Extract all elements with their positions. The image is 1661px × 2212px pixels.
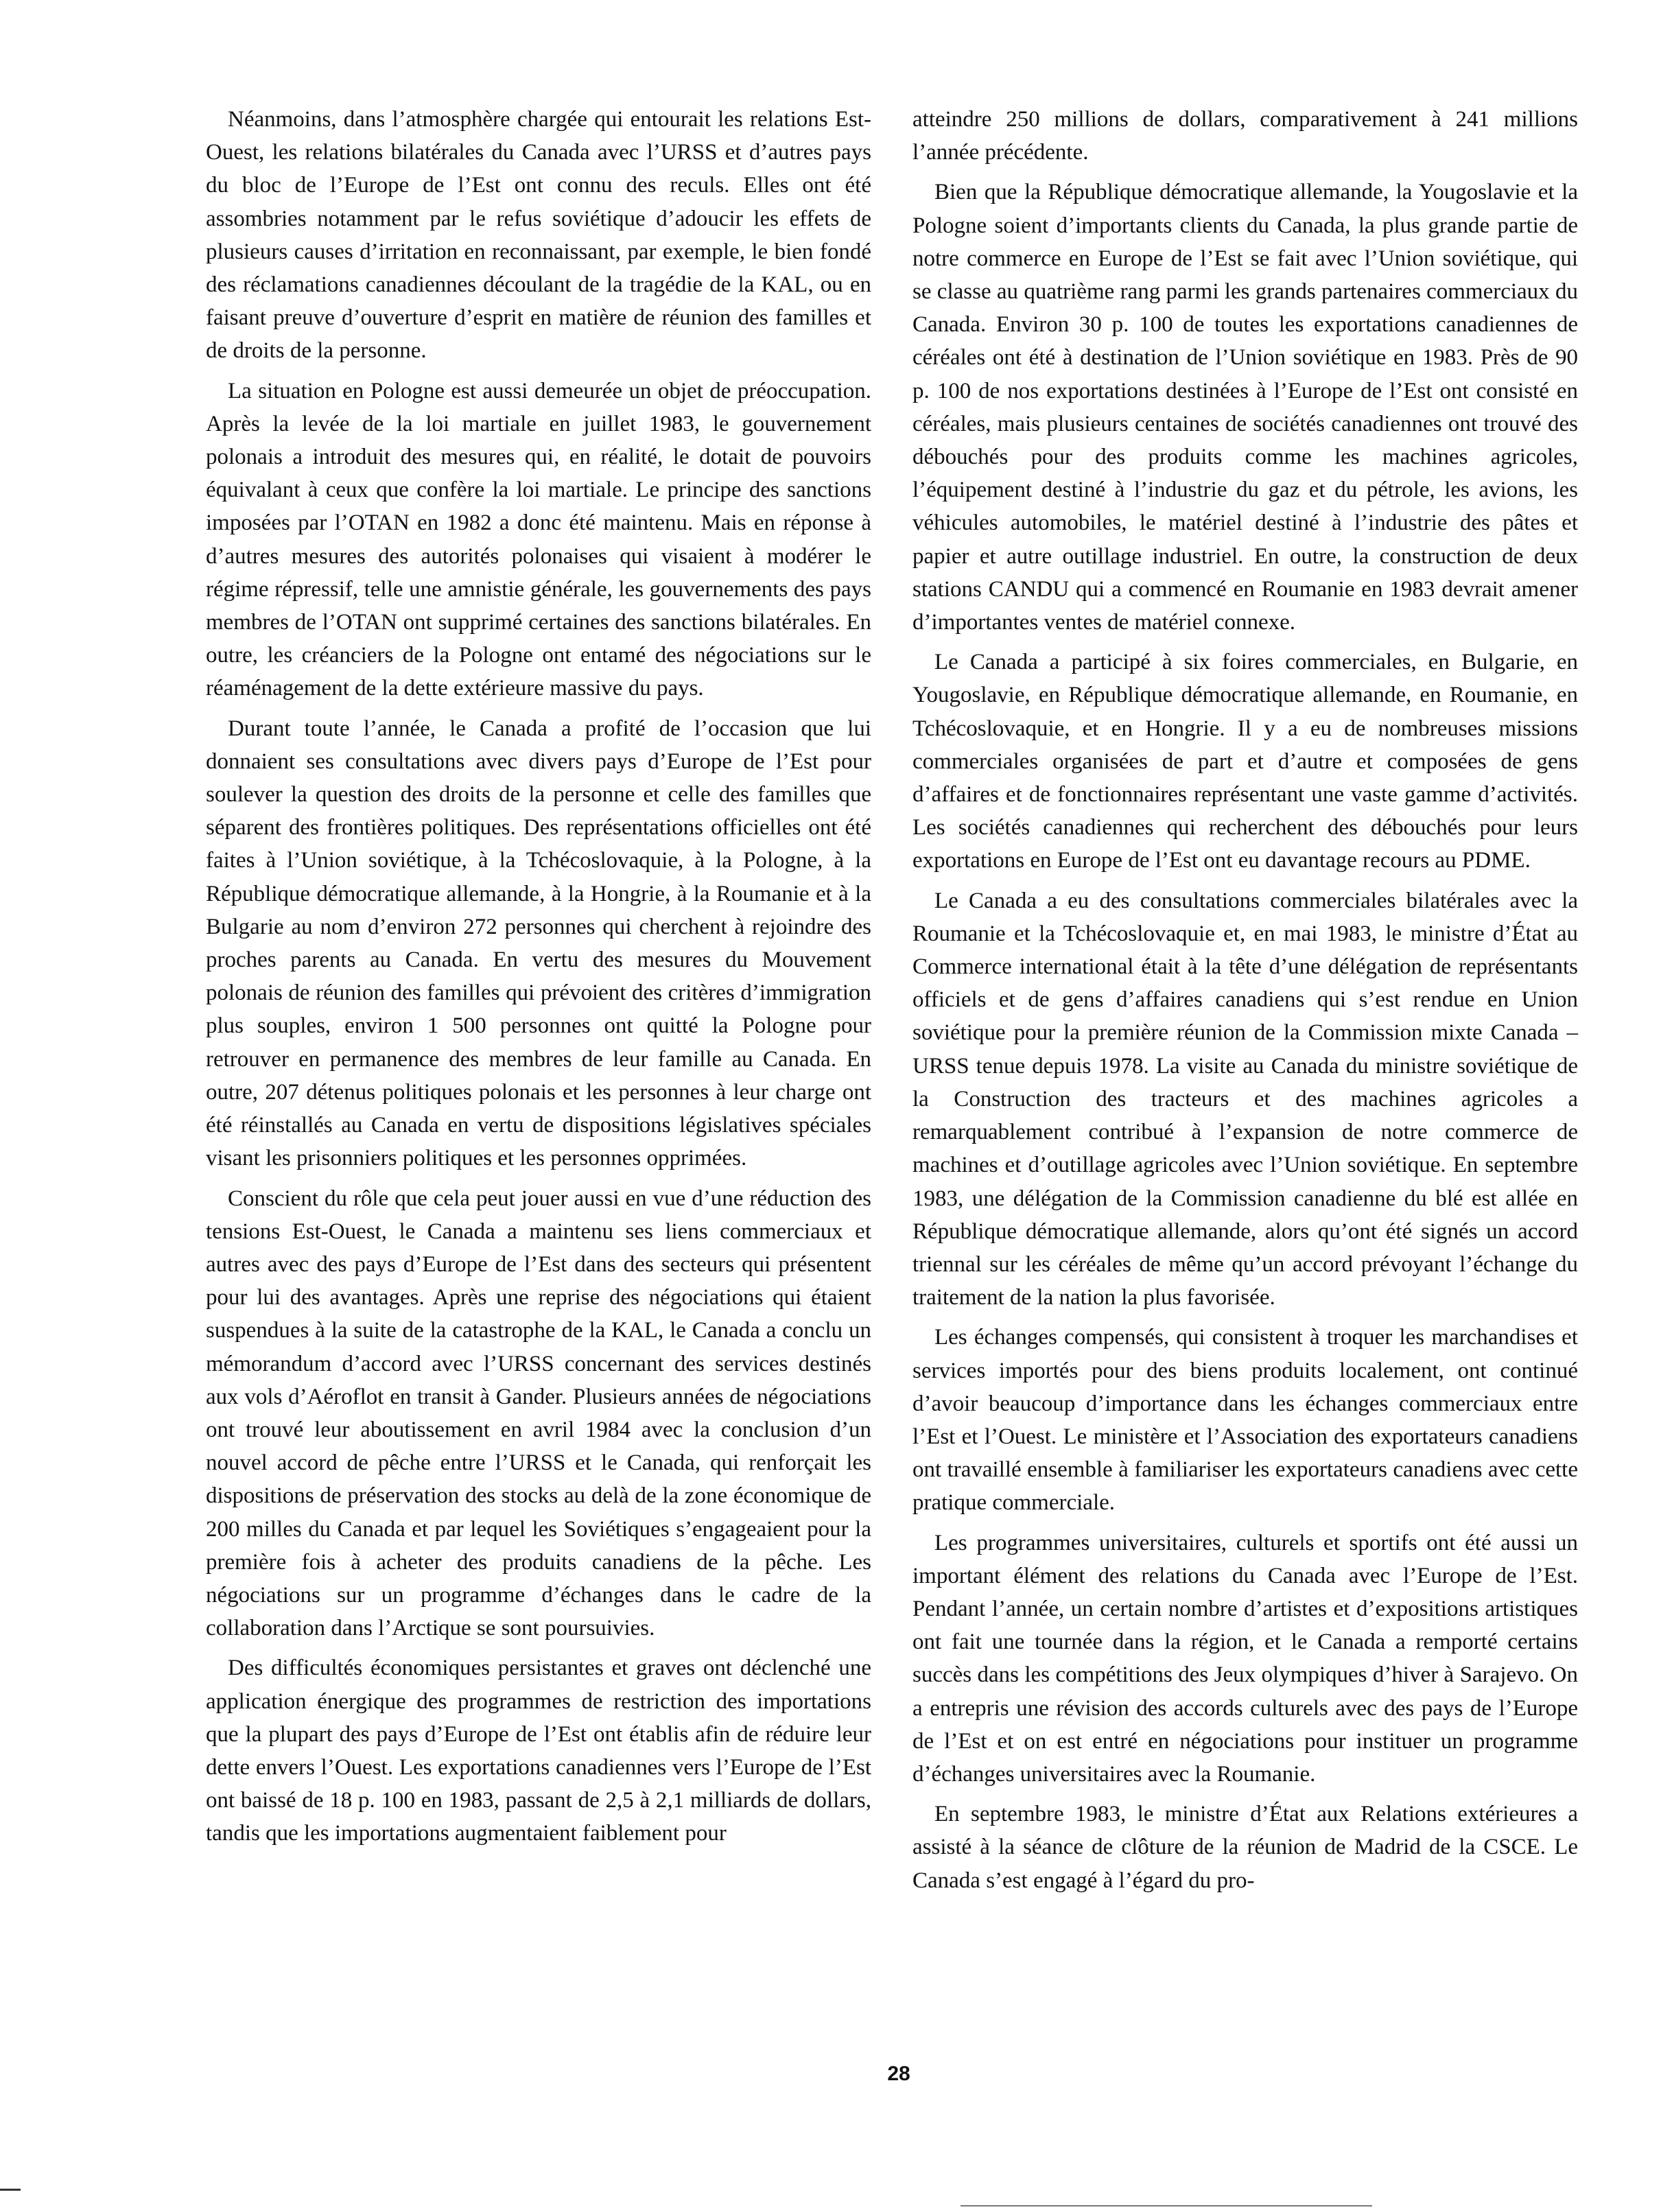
paragraph: Conscient du rôle que cela peut jouer aussi en vue d’une réduction des tensions Est-Ouest, le Canada a maintenu ses liens commerciaux et autres avec des pays d’Europe de l’Est dans des secteurs qui présentent pour lui des avantages. Après une reprise des négociations qui étaient suspendues à la suite de la catastrophe de la KAL, le Canada a conclu un mémorandum d’accord avec l’URSS concernant des services destinés aux vols d’Aéroflot en transit à Gander. Plusieurs années de négociations ont trouvé leur aboutissement en avril 1984 avec la conclusion d’un nouvel accord de pêche entre l’URSS et le Canada, qui renforçait les dispositions de préservation des stocks au delà de la zone économique de 200 milles du Canada et par lequel les Soviétiques s’engageaient pour la première fois à acheter des produits canadiens de la pêche. Les négociations sur un programme d’échanges dans le cadre de la collaboration dans l’Arctique se sont poursuivies. xyxy=(206,1186,871,1641)
paragraph: Néanmoins, dans l’atmosphère chargée qui entourait les relations Est-Ouest, les relations bilatérales du Canada avec l’URSS et d’autres pays du bloc de l’Europe de l’Est ont connu des reculs. Elles ont été assombries notamment par le refus soviétique d’adoucir les effets de plusieurs causes d’irritation en reconnaissant, par exemple, le bien fondé des réclamations canadiennes découlant de la tragédie de la KAL, ou en faisant preuve d’ouverture d’esprit en matière de réunion des familles et de droits de la personne. xyxy=(206,107,871,364)
scan-artifact xyxy=(961,2205,1372,2207)
paragraph-continued: atteindre 250 millions de dollars, comparativement à 241 millions l’année précédente. xyxy=(912,107,1578,165)
paragraph: Le Canada a eu des consultations commerciales bilatérales avec la Roumanie et la Tchécoslovaquie et, en mai 1983, le ministre d’État au Commerce international était à la tête d’une délégation de représentants officiels et de gens d’affaires canadiens qui s’est rendue en Union soviétique pour la première réunion de la Commission mixte Canada – URSS tenue depuis 1978. La visite au Canada du ministre soviétique de la Construction des tracteurs et des machines agricoles a remarquablement contribué à l’expansion de notre commerce de machines et d’outillage agricoles avec l’Union soviétique. En septembre 1983, une délégation de la Commission canadienne du blé est allée en République démocratique allemande, alors qu’ont été signés un accord triennal sur les céréales de même qu’un accord prévoyant l’échange du traitement de la nation la plus favorisée. xyxy=(912,888,1578,1310)
paragraph: Bien que la République démocratique allemande, la Yougoslavie et la Pologne soient d’importants clients du Canada, la plus grande partie de notre commerce en Europe de l’Est se fait avec l’Union soviétique, qui se classe au quatrième rang parmi les grands partenaires commerciaux du Canada. Environ 30 p. 100 de toutes les exportations canadiennes de céréales ont été à destination de l’Union soviétique en 1983. Près de 90 p. 100 de nos exportations destinées à l’Europe de l’Est ont consisté en céréales, mais plusieurs centaines de sociétés canadiennes ont trouvé des débouchés pour des produits comme les machines agricoles, l’équipement destiné à l’industrie du gaz et du pétrole, les avions, les véhicules automobiles, le matériel destiné à l’industrie des pâtes et papier et autre outillage industriel. En outre, la construction de deux stations CANDU qui a commencé en Roumanie en 1983 devrait amener d’importantes ventes de matériel connexe. xyxy=(912,180,1578,635)
page-number: 28 xyxy=(887,2062,910,2085)
right-column xyxy=(912,103,1578,1904)
scan-artifact xyxy=(0,2189,21,2191)
paragraph: La situation en Pologne est aussi demeurée un objet de préoccupation. Après la levée de la loi martiale en juillet 1983, le gouvernement polonais a introduit des mesures qui, en réalité, le dotait de pouvoirs équivalant à ceux que confère la loi martiale. Le principe des sanctions imposées par l’OTAN en 1982 a donc été maintenu. Mais en réponse à d’autres mesures des autorités polonaises qui visaient à modérer le régime répressif, telle une amnistie générale, les gouvernements des pays membres de l’OTAN ont supprimé certaines des sanctions bilatérales. En outre, les créanciers de la Pologne ont entamé des négociations sur le réaménagement de la dette extérieure massive du pays. xyxy=(206,378,871,701)
paragraph: Le Canada a participé à six foires commerciales, en Bulgarie, en Yougoslavie, en République démocratique allemande, en Roumanie, en Tchécoslovaquie, et en Hongrie. Il y a eu de nombreuses missions commerciales organisées de part et d’autre et composées de gens d’affaires et de fonctionnaires représentant une vaste gamme d’activités. Les sociétés canadiennes qui recherchent des débouchés pour leurs exportations en Europe de l’Est ont eu davantage recours au PDME. xyxy=(912,650,1578,873)
paragraph: Durant toute l’année, le Canada a profité de l’occasion que lui donnaient ses consultations avec divers pays d’Europe de l’Est pour soulever la question des droits de la personne et celle des familles que séparent des frontières politiques. Des représentations officielles ont été faites à l’Union soviétique, à la Tchécoslovaquie, à la Pologne, à la République démocratique allemande, à la Hongrie, à la Roumanie et à la Bulgarie au nom d’environ 272 personnes qui cherchent à rejoindre des proches parents au Canada. En vertu des mesures du Mouvement polonais de réunion des familles qui prévoient des critères d’immigration plus souples, environ 1 500 personnes ont quitté la Pologne pour retrouver en permanence des membres de leur famille au Canada. En outre, 207 détenus politiques polonais et les personnes à leur charge ont été réinstallés au Canada en vertu de dispositions législatives spéciales visant les prisonniers politiques et les personnes opprimées. xyxy=(206,716,871,1171)
paragraph: Les programmes universitaires, culturels et sportifs ont été aussi un important élément des relations du Canada avec l’Europe de l’Est. Pendant l’année, un certain nombre d’artistes et d’expositions artistiques ont fait une tournée dans la région, et le Canada a remporté certains succès dans les compétitions des Jeux olympiques d’hiver à Sarajevo. On a entrepris une révision des accords culturels avec des pays de l’Europe de l’Est et on est entré en négociations pour instituer un programme d’échanges universitaires avec la Roumanie. xyxy=(912,1530,1578,1787)
paragraph: Les échanges compensés, qui consistent à troquer les marchandises et services importés pour des biens produits localement, ont continué d’avoir beaucoup d’importance dans les échanges commerciaux entre l’Est et l’Ouest. Le ministère et l’Association des exportateurs canadiens ont travaillé ensemble à familiariser les exportateurs canadiens avec cette pratique commerciale. xyxy=(912,1325,1578,1516)
paragraph: Des difficultés économiques persistantes et graves ont déclenché une application énergique des programmes de restriction des importations que la plupart des pays d’Europe de l’Est ont établis afin de réduire leur dette envers l’Ouest. Les exportations canadiennes vers l’Europe de l’Est ont baissé de 18 p. 100 en 1983, passant de 2,5 à 2,1 milliards de dollars, tandis que les importations augmentaient faiblement pour xyxy=(206,1656,871,1846)
paragraph: En septembre 1983, le ministre d’État aux Relations extérieures a assisté à la séance de clôture de la réunion de Madrid de la CSCE. Le Canada s’est engagé à l’égard du pro- xyxy=(912,1802,1578,1893)
left-column xyxy=(206,103,871,1857)
